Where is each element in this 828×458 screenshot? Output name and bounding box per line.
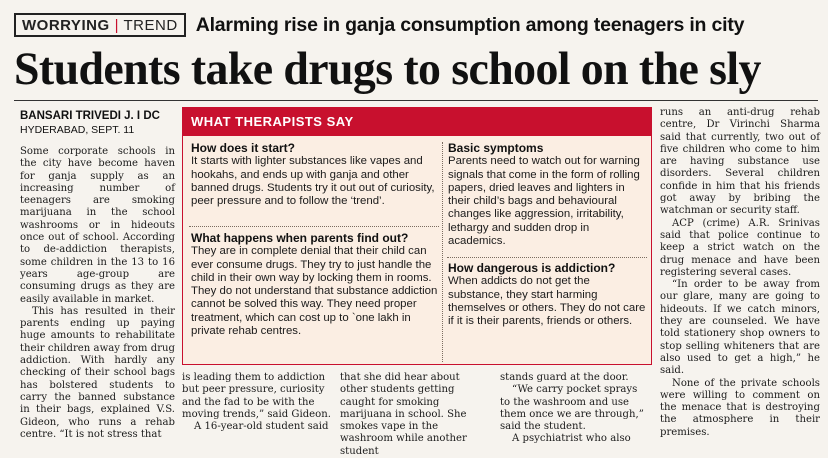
article-paragraph: “In order to be away from our glare, many are going to hideouts. If we catch minors, they are counseled. We have told stationery shop owners to stop selling whiteners that are also used to get a high,” he said. xyxy=(660,279,820,377)
article-paragraph: This has resulted in their parents ending up paying huge amounts to rehabilitate their children away from drug addiction. With hardly any checking of their school bags has bolstered students to carry the banned substance in their bags, explained V.S. Gideon, who runs a rehab centre. “It is not stress that xyxy=(20,305,175,440)
article-paragraph: A 16-year-old student said xyxy=(194,421,329,433)
headline: Students take drugs to school on the sly xyxy=(14,43,761,95)
kicker-sub: TREND xyxy=(123,16,178,34)
article-column-5 xyxy=(660,107,820,439)
qa-how-start xyxy=(191,142,439,208)
qa-how-dangerous xyxy=(448,262,648,328)
article-paragraph: runs an anti-drug rehab centre, Dr Virinchi Sharma said that currently, two out of five children who come to him are having substance use disorders. Several children confide in him that his friends got away by bribing the watchman or security staff. xyxy=(660,107,820,217)
article-paragraph: stands guard at the door. xyxy=(500,372,629,383)
article-paragraph: A psychiatrist who also xyxy=(512,433,631,445)
qa-question: Basic symptoms xyxy=(448,141,544,155)
qa-answer: When addicts do not get the substance, they start harming themselves or others. They do not care if it is their parents, friends or others. xyxy=(448,275,646,328)
article-column-1 xyxy=(20,146,175,441)
qa-question: What happens when parents find out? xyxy=(191,231,409,245)
article-column-2 xyxy=(182,372,332,433)
qa-answer: It starts with lighter substances like vapes and hookahs, and ends up with ganja and other banned drugs. Students try it out out of curiosity, peer pressure and to follow the ‘trend’. xyxy=(191,155,435,208)
article-paragraph: ACP (crime) A.R. Srinivas said that police continue to keep a strict watch on the drug menace and have been registering several cases. xyxy=(660,217,820,278)
article-paragraph: “We carry pocket sprays to the washroom and use them once we are through,” said the student. xyxy=(500,384,644,433)
box-divider xyxy=(442,142,443,362)
article-column-4 xyxy=(500,372,650,446)
strapline: Alarming rise in ganja consumption among teenagers in city xyxy=(195,13,745,36)
article-paragraph: Some corporate schools in the city have become haven for ganja supply as an increasing number of teenagers are smoking marijuana in the school washrooms or in hideouts once out of school. According to de-addiction therapists, some children in the 13 to 16 years age-group are consuming drugs as they are easily available in market. xyxy=(20,146,175,305)
headline-rule xyxy=(14,100,818,101)
qa-basic-symptoms xyxy=(448,142,648,248)
qa-parents-find-out xyxy=(191,232,439,338)
article-column-3 xyxy=(340,372,490,458)
qa-answer: Parents need to watch out for warning signals that come in the form of rolling papers, dried leaves and lighters in their child’s bags and behavioural changes like aggression, irritability, lethargy and sudden drop in academics. xyxy=(448,155,640,248)
dateline: HYDERABAD, SEPT. 11 xyxy=(20,124,135,136)
kicker-row xyxy=(14,12,818,38)
box-divider xyxy=(447,257,647,258)
section-kicker xyxy=(14,13,186,37)
kicker-main: WORRYING xyxy=(22,16,110,34)
article-paragraph: that she did hear about other students getting caught for smoking marijuana in school. She smokes vape in the washroom while another student xyxy=(340,372,467,457)
therapists-box-body xyxy=(183,136,651,366)
therapists-box xyxy=(182,107,652,365)
qa-question: How dangerous is addiction? xyxy=(448,261,616,275)
qa-question: How does it start? xyxy=(191,141,296,155)
box-divider xyxy=(189,226,439,227)
article-paragraph: is leading them to addiction but peer pressure, curiosity and the fad to be with the moving trends,” said Gideon. xyxy=(182,372,331,420)
article-paragraph: None of the private schools were willing to comment on the menace that is destroying the atmosphere in their premises. xyxy=(660,377,820,438)
qa-answer: They are in complete denial that their child can ever consume drugs. They try to just handle the child in their own way by locking them in rooms. They do not understand that substance addiction cannot be solved this way. They need proper treatment, which can cost up to `one lakh in private rehab centres. xyxy=(191,245,438,338)
therapists-box-title: WHAT THERAPISTS SAY xyxy=(183,108,651,136)
kicker-separator: | xyxy=(114,16,119,34)
byline: BANSARI TRIVEDI J. I DC xyxy=(20,110,160,122)
